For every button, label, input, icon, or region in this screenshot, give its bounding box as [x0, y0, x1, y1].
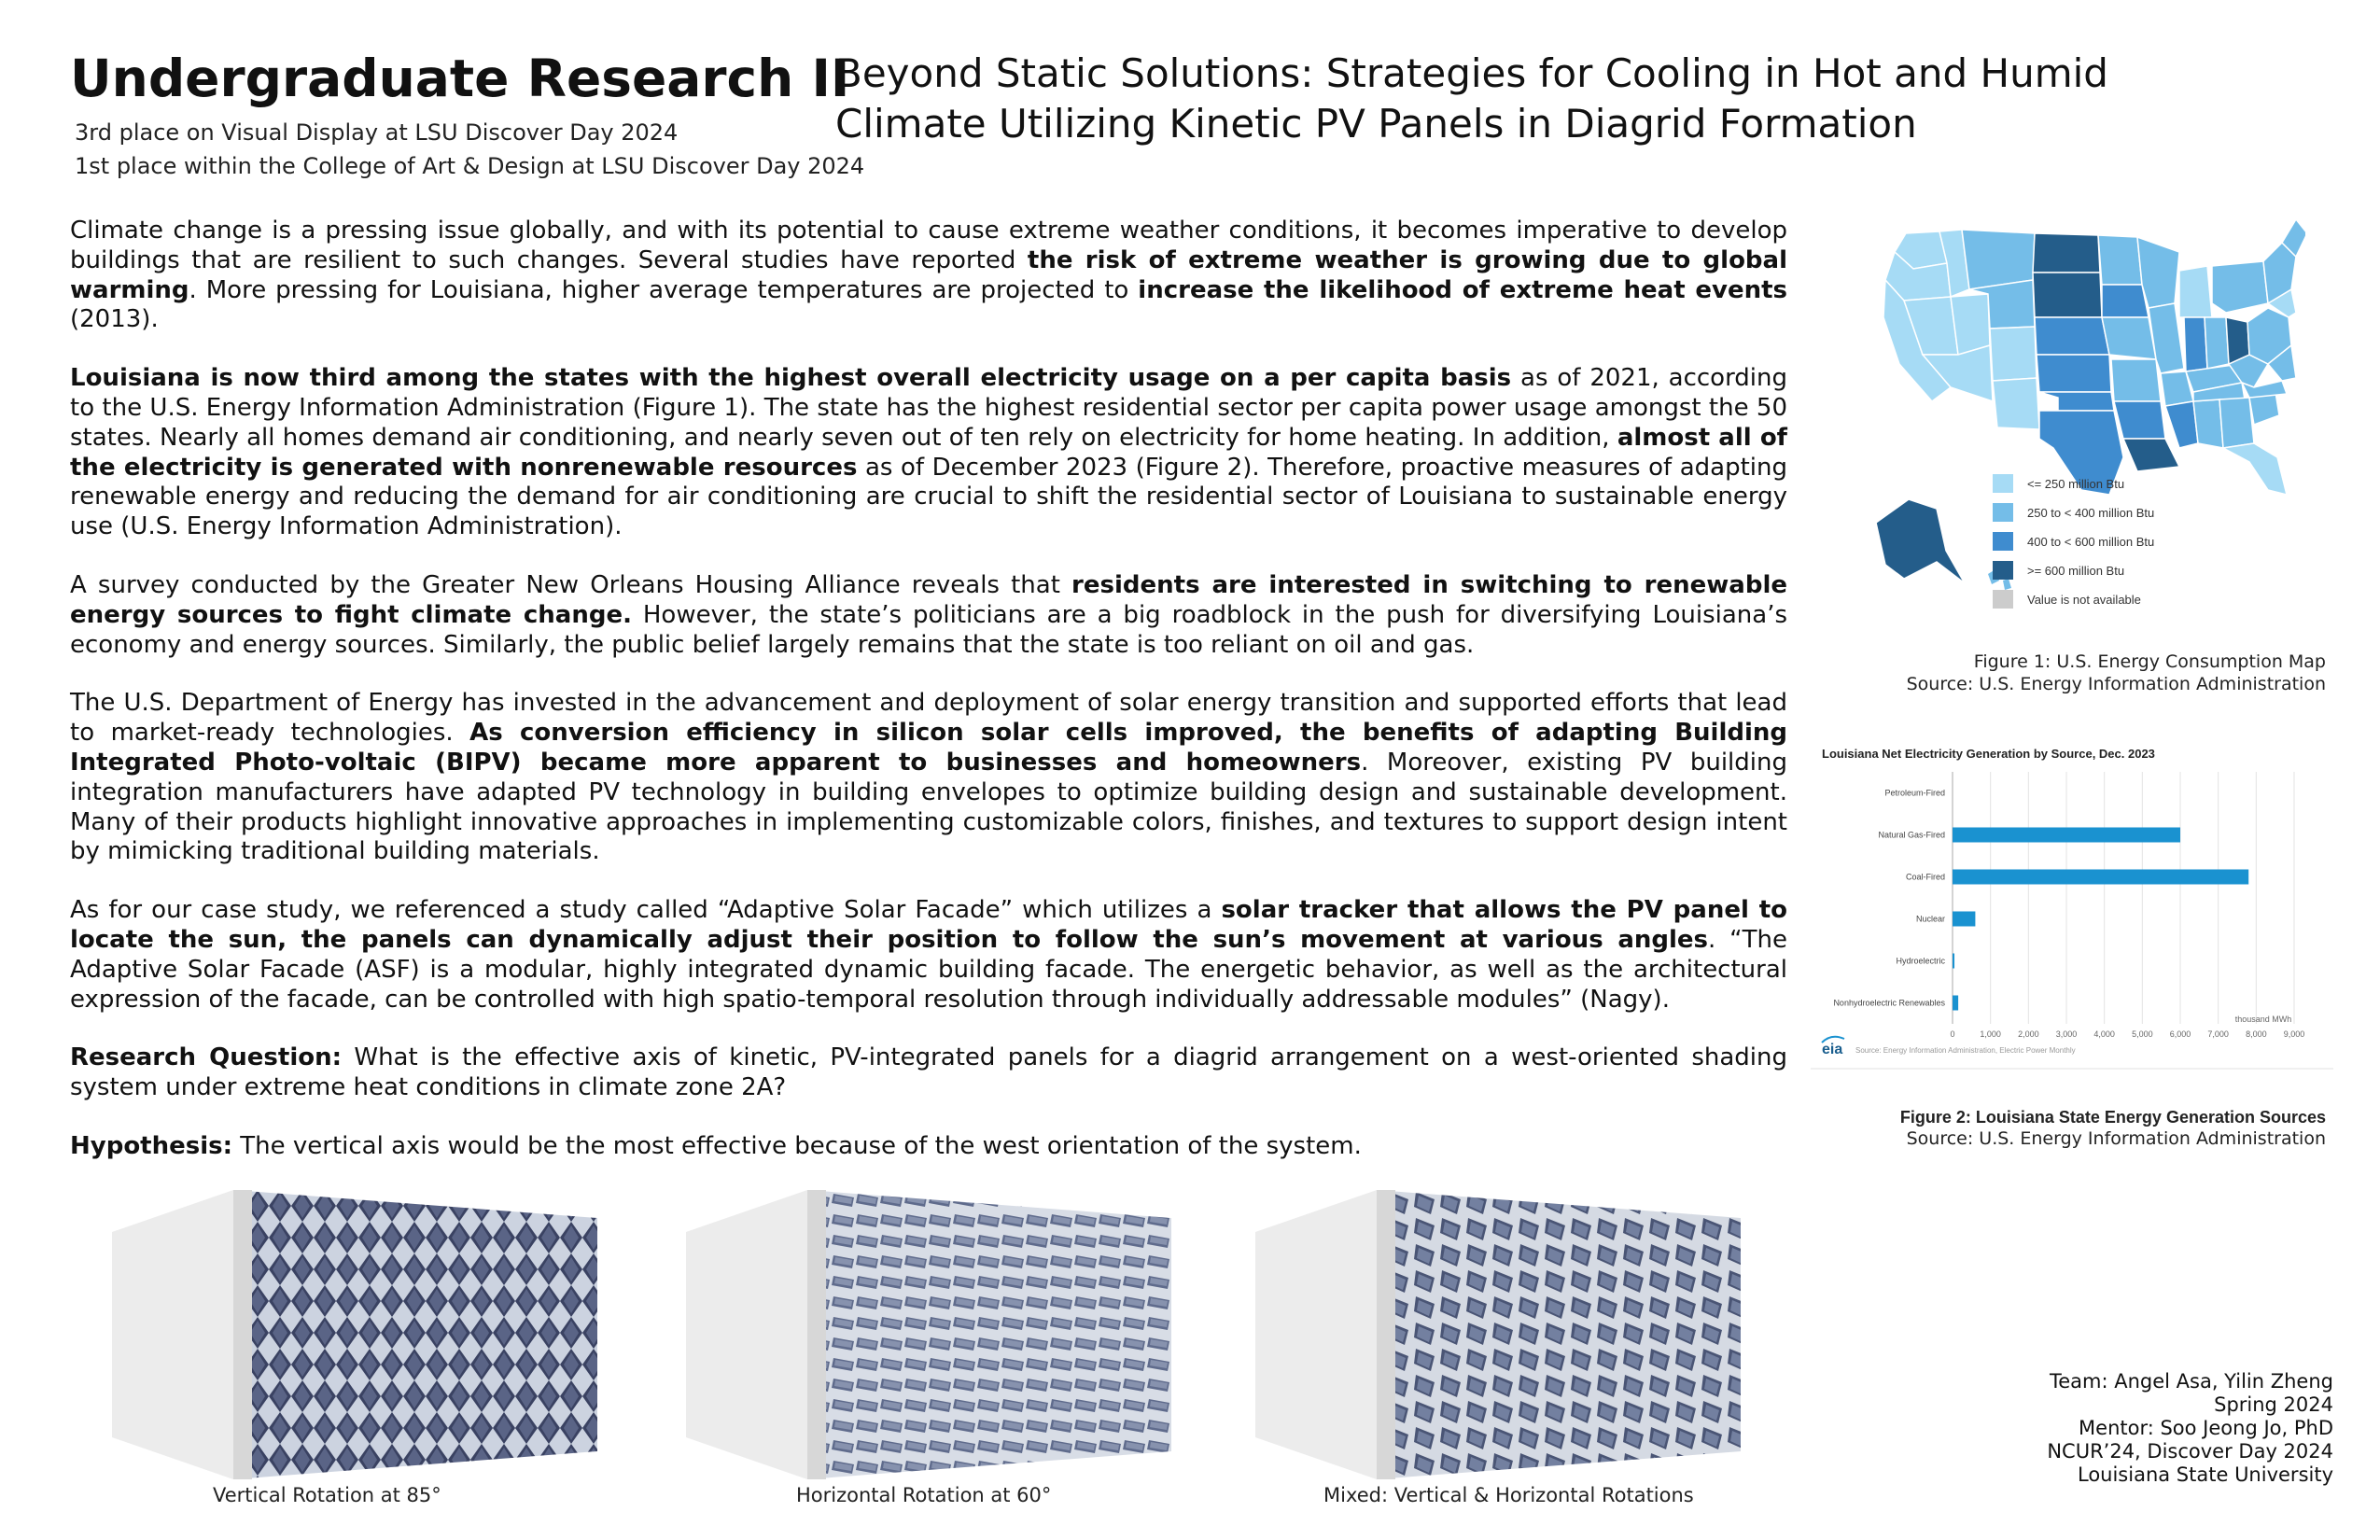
chart-tick-label: 8,000: [2246, 1029, 2267, 1039]
text-run: as of 2021, according to the U.S. Energy Information Administration (Figure 1). The state has the highest residential sector per capita power usage amongst the 50 states. Nearly all homes demand air conditioning, and nearly seven out of ten rely on electricity for home heating. In addition,: [70, 364, 1788, 452]
text-run: . More pressing for Louisiana, higher average temperatures are projected to: [189, 275, 1139, 304]
poster-subtitle: [835, 49, 2254, 149]
legend-swatch-2: [1993, 503, 2013, 522]
credits-block: [2047, 1370, 2333, 1487]
chart-tick-label: 6,000: [2169, 1029, 2191, 1039]
chart-tick-label: 2,000: [2018, 1029, 2039, 1039]
chart-bars: [1953, 828, 2248, 1011]
eia-logo: [1822, 1037, 1844, 1057]
legend-swatch-4: [1993, 561, 2013, 580]
body-text: [70, 217, 1787, 1191]
bold-text: almost all of the electricity is generated with nonrenewable resources: [70, 423, 1787, 482]
chart-tick-label: 5,000: [2132, 1029, 2153, 1039]
figure1-caption: Figure 1: U.S. Energy Consumption Map: [1973, 651, 2326, 672]
legend-label-3: 400 to < 600 million Btu: [2027, 535, 2155, 549]
bold-text: residents are interested in switching to renewable energy sources to fight climate change.: [70, 570, 1787, 629]
legend-label-2: 250 to < 400 million Btu: [2027, 506, 2155, 520]
chart-bar: [1953, 996, 1958, 1011]
chart-title: Louisiana Net Electricity Generation by Source, Dec. 2023: [1822, 747, 2155, 761]
figure2-caption: Figure 2: Louisiana State Energy Generation Sources: [1899, 1108, 2326, 1127]
legend-swatch-3: [1993, 532, 2013, 551]
credit-team: Team: Angel Asa, Yilin Zheng: [2049, 1370, 2333, 1393]
chart-bar: [1953, 828, 2180, 843]
chart-x-axis-label: thousand MWh: [2234, 1015, 2292, 1024]
chart-tick-label: 7,000: [2207, 1029, 2229, 1039]
chart-tick-label: 0: [1950, 1029, 1955, 1039]
us-map-states: [1883, 219, 2305, 495]
chart-tick-label: 1,000: [1980, 1029, 2001, 1039]
paragraph-doe: [70, 689, 1787, 867]
eia-logo-text: eia: [1822, 1042, 1843, 1057]
panel-render-horizontal: [686, 1190, 1190, 1479]
chart-source: Source: Energy Information Administration, Electric Power Monthly: [1855, 1046, 2076, 1055]
chart-grid: [1953, 772, 2294, 1024]
panel-caption-vertical: Vertical Rotation at 85°: [213, 1484, 441, 1506]
bold-text: Research Question:: [70, 1043, 343, 1072]
bold-text: solar tracker that allows the PV panel to locate the sun, the panels can dynamically adjust their position to follow the sun’s movement at various angles: [70, 896, 1787, 954]
award-line-2: 1st place within the College of Art & Design at LSU Discover Day 2024: [75, 153, 865, 179]
legend-label-4: >= 600 million Btu: [2027, 564, 2125, 578]
louisiana-generation-chart: [1811, 735, 2333, 1080]
paragraph-research-question: [70, 1043, 1787, 1103]
bold-text: the risk of extreme weather is growing due to global warming: [70, 245, 1787, 304]
chart-category-label: Nuclear: [1915, 914, 1945, 924]
panel-caption-horizontal: Horizontal Rotation at 60°: [796, 1484, 1052, 1506]
bold-text: Hypothesis:: [70, 1131, 233, 1160]
text-run: As for our case study, we referenced a study called “Adaptive Solar Facade” which utilizes a: [70, 896, 1222, 925]
credit-events: NCUR’24, Discover Day 2024: [2047, 1440, 2333, 1463]
legend-swatch-5: [1993, 590, 2013, 609]
text-run: The U.S. Department of Energy has invested in the advancement and deployment of solar energy transition and supported efforts that lead to market-ready technologies.: [70, 689, 1787, 748]
chart-bar: [1953, 870, 2248, 885]
text-run: (2013).: [70, 305, 159, 334]
paragraph-survey: [70, 571, 1787, 660]
subtitle-line-1: Beyond Static Solutions: Strategies for Cooling in Hot and Humid: [835, 50, 2108, 96]
chart-bar: [1953, 954, 1954, 969]
chart-category-label: Petroleum-Fired: [1884, 788, 1945, 798]
text-run: . “The Adaptive Solar Facade (ASF) is a modular, highly integrated dynamic building facade. The energetic behavior, as well as the architectural expression of the facade, can be controlled with high spatio-temporal resolution through individually addressable modules” (Nagy).: [70, 925, 1788, 1014]
text-run: . Moreover, existing PV building integration manufacturers have adapted PV technology in building envelopes to optimize building design and sustainable development. Many of their products highlight innovative approaches in implementing customizable colors, finishes, and textures to support design intent by mimicking traditional building materials.: [70, 748, 1787, 866]
bold-text: As conversion efficiency in silicon solar cells improved, the benefits of adapting Building Integrated Photo-voltaic (BIPV) became more apparent to businesses and homeowners: [70, 719, 1788, 777]
chart-tick-label: 4,000: [2093, 1029, 2115, 1039]
figure1-source: Source: U.S. Energy Information Administration: [1906, 674, 2326, 694]
award-line-1: 3rd place on Visual Display at LSU Discover Day 2024: [75, 119, 679, 146]
text-run: Climate change is a pressing issue globally, and with its potential to cause extreme weather conditions, it becomes imperative to develop buildings that are resilient to such changes. Several studies have reported: [70, 217, 1787, 274]
panel-render-mixed: [1255, 1190, 1759, 1479]
chart-category-label: Nonhydroelectric Renewables: [1833, 998, 1945, 1008]
chart-category-labels: [1833, 789, 1945, 1008]
paragraph-climate: [70, 217, 1787, 335]
subtitle-line-2: Climate Utilizing Kinetic PV Panels in Diagrid Formation: [835, 101, 1917, 147]
chart-category-label: Hydroelectric: [1896, 956, 1945, 966]
text-run: However, the state’s politicians are a big roadblock in the push for diversifying Louisiana’s economy and energy sources. Similarly, the public belief largely remains that the state is too reliant on oil and gas.: [70, 600, 1787, 659]
poster-title: Undergraduate Research II: [70, 49, 850, 108]
legend-label-1: <= 250 million Btu: [2027, 477, 2125, 491]
panel-render-vertical: [112, 1190, 616, 1479]
credit-university: Louisiana State University: [2077, 1463, 2333, 1486]
paragraph-case-study: [70, 896, 1787, 1015]
text-run: A survey conducted by the Greater New Orleans Housing Alliance reveals that: [70, 570, 1072, 599]
credit-mentor: Mentor: Soo Jeong Jo, PhD: [2079, 1417, 2333, 1439]
chart-category-label: Coal-Fired: [1905, 872, 1945, 882]
bold-text: Louisiana is now third among the states with the highest overall electricity usage on a per capita basis: [70, 364, 1512, 393]
chart-tick-labels: [1950, 1029, 2304, 1039]
figure2-source: Source: U.S. Energy Information Administration: [1906, 1128, 2326, 1149]
panel-caption-mixed: Mixed: Vertical & Horizontal Rotations: [1323, 1484, 1694, 1506]
chart-tick-label: 3,000: [2055, 1029, 2078, 1039]
alaska-hawaii: [1876, 499, 2011, 590]
text-run: What is the effective axis of kinetic, PV-integrated panels for a diagrid arrangement on a west-oriented shading system under extreme heat conditions in climate zone 2A?: [70, 1043, 1788, 1102]
chart-category-label: Natural Gas-Fired: [1878, 830, 1945, 840]
legend-label-5: Value is not available: [2027, 593, 2141, 607]
chart-bar: [1953, 912, 1975, 927]
text-run: The vertical axis would be the most effective because of the west orientation of the system.: [232, 1131, 1362, 1160]
paragraph-hypothesis: [70, 1132, 1787, 1162]
paragraph-electricity: [70, 364, 1787, 542]
text-run: as of December 2023 (Figure 2). Therefore, proactive measures of adapting renewable energy and reducing the demand for air conditioning are crucial to shift the residential sector of Louisiana to sustainable energy use (U.S. Energy Information Administration).: [70, 453, 1787, 541]
chart-tick-label: 9,000: [2283, 1029, 2305, 1039]
credit-term: Spring 2024: [2214, 1393, 2333, 1416]
legend-swatch-1: [1993, 474, 2013, 493]
bold-text: increase the likelihood of extreme heat events: [1138, 275, 1788, 304]
